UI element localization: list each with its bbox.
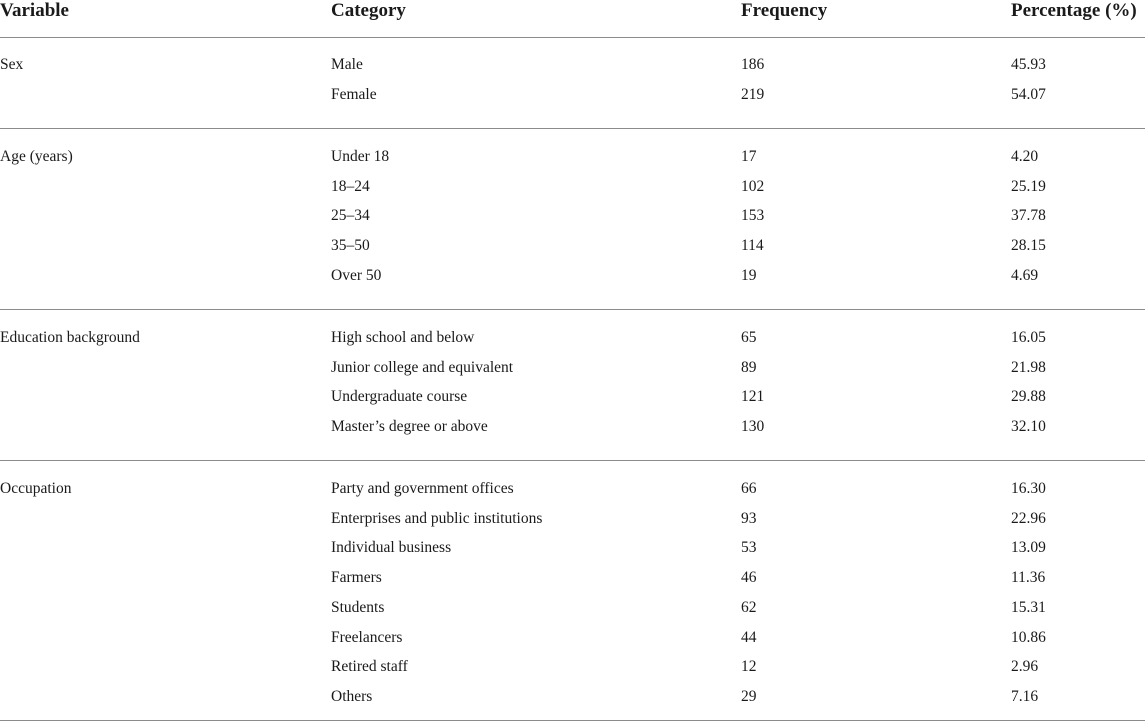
percentage-cell: 37.78 — [1011, 207, 1046, 224]
frequency-cell: 12 — [741, 658, 757, 675]
percentage-cell: 2.96 — [1011, 658, 1039, 675]
table-row — [0, 387, 1145, 407]
table-row — [0, 538, 1145, 558]
percentage-cell: 7.16 — [1011, 688, 1039, 705]
category-cell: 25–34 — [331, 207, 370, 224]
group-divider — [0, 460, 1145, 461]
frequency-cell: 65 — [741, 329, 757, 346]
category-cell: Junior college and equivalent — [331, 359, 514, 376]
percentage-cell: 4.20 — [1011, 148, 1039, 165]
frequency-cell: 219 — [741, 86, 765, 103]
category-cell: Male — [331, 56, 363, 73]
frequency-cell: 53 — [741, 539, 757, 556]
category-cell: Farmers — [331, 569, 382, 586]
variable-label: Sex — [0, 56, 24, 73]
table-row — [0, 417, 1145, 437]
header-frequency: Frequency — [741, 0, 828, 21]
group-divider — [0, 309, 1145, 310]
frequency-cell: 17 — [741, 148, 757, 165]
percentage-cell: 21.98 — [1011, 359, 1046, 376]
category-cell: Individual business — [331, 539, 452, 556]
category-cell: Enterprises and public institutions — [331, 510, 543, 527]
header-percentage: Percentage (%) — [1011, 0, 1137, 21]
frequency-cell: 29 — [741, 688, 757, 705]
table-row — [0, 328, 1145, 348]
category-cell: Over 50 — [331, 267, 382, 284]
table-row — [0, 479, 1145, 499]
percentage-cell: 32.10 — [1011, 418, 1046, 435]
category-cell: Female — [331, 86, 377, 103]
frequency-cell: 93 — [741, 510, 757, 527]
percentage-cell: 28.15 — [1011, 237, 1046, 254]
percentage-cell: 15.31 — [1011, 599, 1046, 616]
variable-label: Occupation — [0, 480, 72, 497]
frequency-cell: 19 — [741, 267, 757, 284]
frequency-cell: 153 — [741, 207, 765, 224]
frequency-cell: 62 — [741, 599, 757, 616]
percentage-cell: 11.36 — [1011, 569, 1046, 586]
category-cell: High school and below — [331, 329, 475, 346]
table-row — [0, 266, 1145, 286]
percentage-cell: 4.69 — [1011, 267, 1039, 284]
group-divider — [0, 128, 1145, 129]
table-row — [0, 687, 1145, 707]
percentage-cell: 10.86 — [1011, 629, 1046, 646]
frequency-cell: 121 — [741, 388, 765, 405]
table-row — [0, 509, 1145, 529]
table-header-row — [0, 0, 1145, 38]
percentage-cell: 13.09 — [1011, 539, 1046, 556]
category-cell: 35–50 — [331, 237, 370, 254]
table-row — [0, 206, 1145, 226]
table-row — [0, 628, 1145, 648]
header-category: Category — [331, 0, 406, 21]
table-row — [0, 236, 1145, 256]
category-cell: 18–24 — [331, 178, 370, 195]
table-row — [0, 358, 1145, 378]
category-cell: Undergraduate course — [331, 388, 468, 405]
frequency-cell: 46 — [741, 569, 757, 586]
percentage-cell: 45.93 — [1011, 56, 1046, 73]
frequency-cell: 130 — [741, 418, 765, 435]
variable-label: Education background — [0, 329, 140, 346]
category-cell: Party and government offices — [331, 480, 514, 497]
category-cell: Retired staff — [331, 658, 408, 675]
header-variable: Variable — [0, 0, 69, 21]
variable-label: Age (years) — [0, 148, 73, 165]
percentage-cell: 25.19 — [1011, 178, 1046, 195]
frequency-cell: 102 — [741, 178, 765, 195]
category-cell: Under 18 — [331, 148, 390, 165]
table-row — [0, 85, 1145, 105]
frequency-cell: 114 — [741, 237, 764, 254]
table-row — [0, 598, 1145, 618]
category-cell: Freelancers — [331, 629, 403, 646]
table-row — [0, 55, 1145, 75]
table-row — [0, 147, 1145, 167]
percentage-cell: 22.96 — [1011, 510, 1046, 527]
category-cell: Others — [331, 688, 373, 705]
category-cell: Master’s degree or above — [331, 418, 488, 435]
frequency-cell: 89 — [741, 359, 757, 376]
frequency-cell: 186 — [741, 56, 765, 73]
table-row — [0, 657, 1145, 677]
frequency-cell: 66 — [741, 480, 757, 497]
category-cell: Students — [331, 599, 385, 616]
percentage-cell: 29.88 — [1011, 388, 1046, 405]
table-row — [0, 568, 1145, 588]
percentage-cell: 16.05 — [1011, 329, 1046, 346]
percentage-cell: 16.30 — [1011, 480, 1046, 497]
table-row — [0, 177, 1145, 197]
frequency-cell: 44 — [741, 629, 757, 646]
percentage-cell: 54.07 — [1011, 86, 1046, 103]
